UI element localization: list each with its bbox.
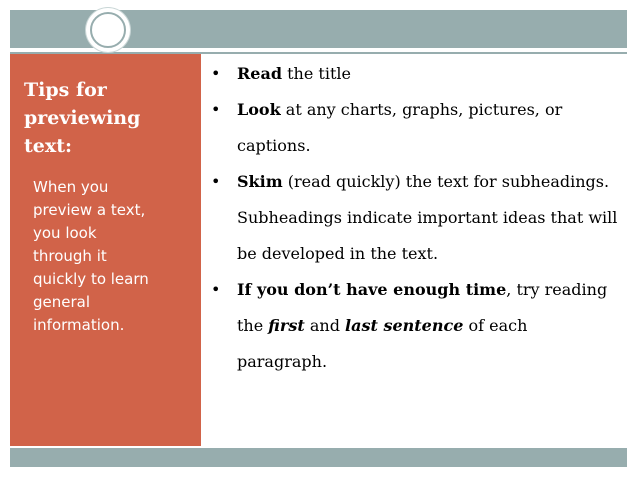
bullet-item-look	[211, 92, 621, 164]
bullet-keyword: Read	[237, 64, 283, 83]
bullet-dot: •	[211, 280, 221, 299]
bullet-dot: •	[211, 100, 221, 119]
bottom-band	[10, 448, 627, 467]
circle-ring-icon	[90, 12, 126, 48]
bullet-dot: •	[211, 172, 221, 191]
circle-emblem-icon	[86, 8, 130, 52]
bullet-text-mid: and	[304, 316, 346, 335]
bullet-keyword: If you don’t have enough time	[237, 280, 507, 299]
bullet-item-time	[211, 272, 621, 380]
bullet-text: at any charts, graphs, pictures, or captions.	[237, 100, 563, 155]
bullet-text: (read quickly) the text for subheadings. Subheadings indicate important ideas that will be developed in the text.	[237, 172, 618, 263]
bullet-item-skim	[211, 164, 621, 272]
bullet-text-end: of each paragraph.	[237, 316, 528, 371]
emphasis-last-sentence: last sentence	[345, 316, 464, 335]
bullet-keyword: Look	[237, 100, 281, 119]
bullet-list	[211, 56, 621, 380]
sidebar-title: Tips for previewing text:	[24, 79, 141, 157]
sidebar-body: When you preview a text, you look through it quickly to learn general information.	[33, 178, 149, 334]
bullet-dot: •	[211, 64, 221, 83]
bullet-text: the title	[282, 64, 351, 83]
bullet-item-read	[211, 56, 621, 92]
bullet-keyword: Skim	[237, 172, 283, 191]
emphasis-first: first	[268, 316, 305, 335]
bullet-text: , try reading the	[237, 280, 608, 335]
